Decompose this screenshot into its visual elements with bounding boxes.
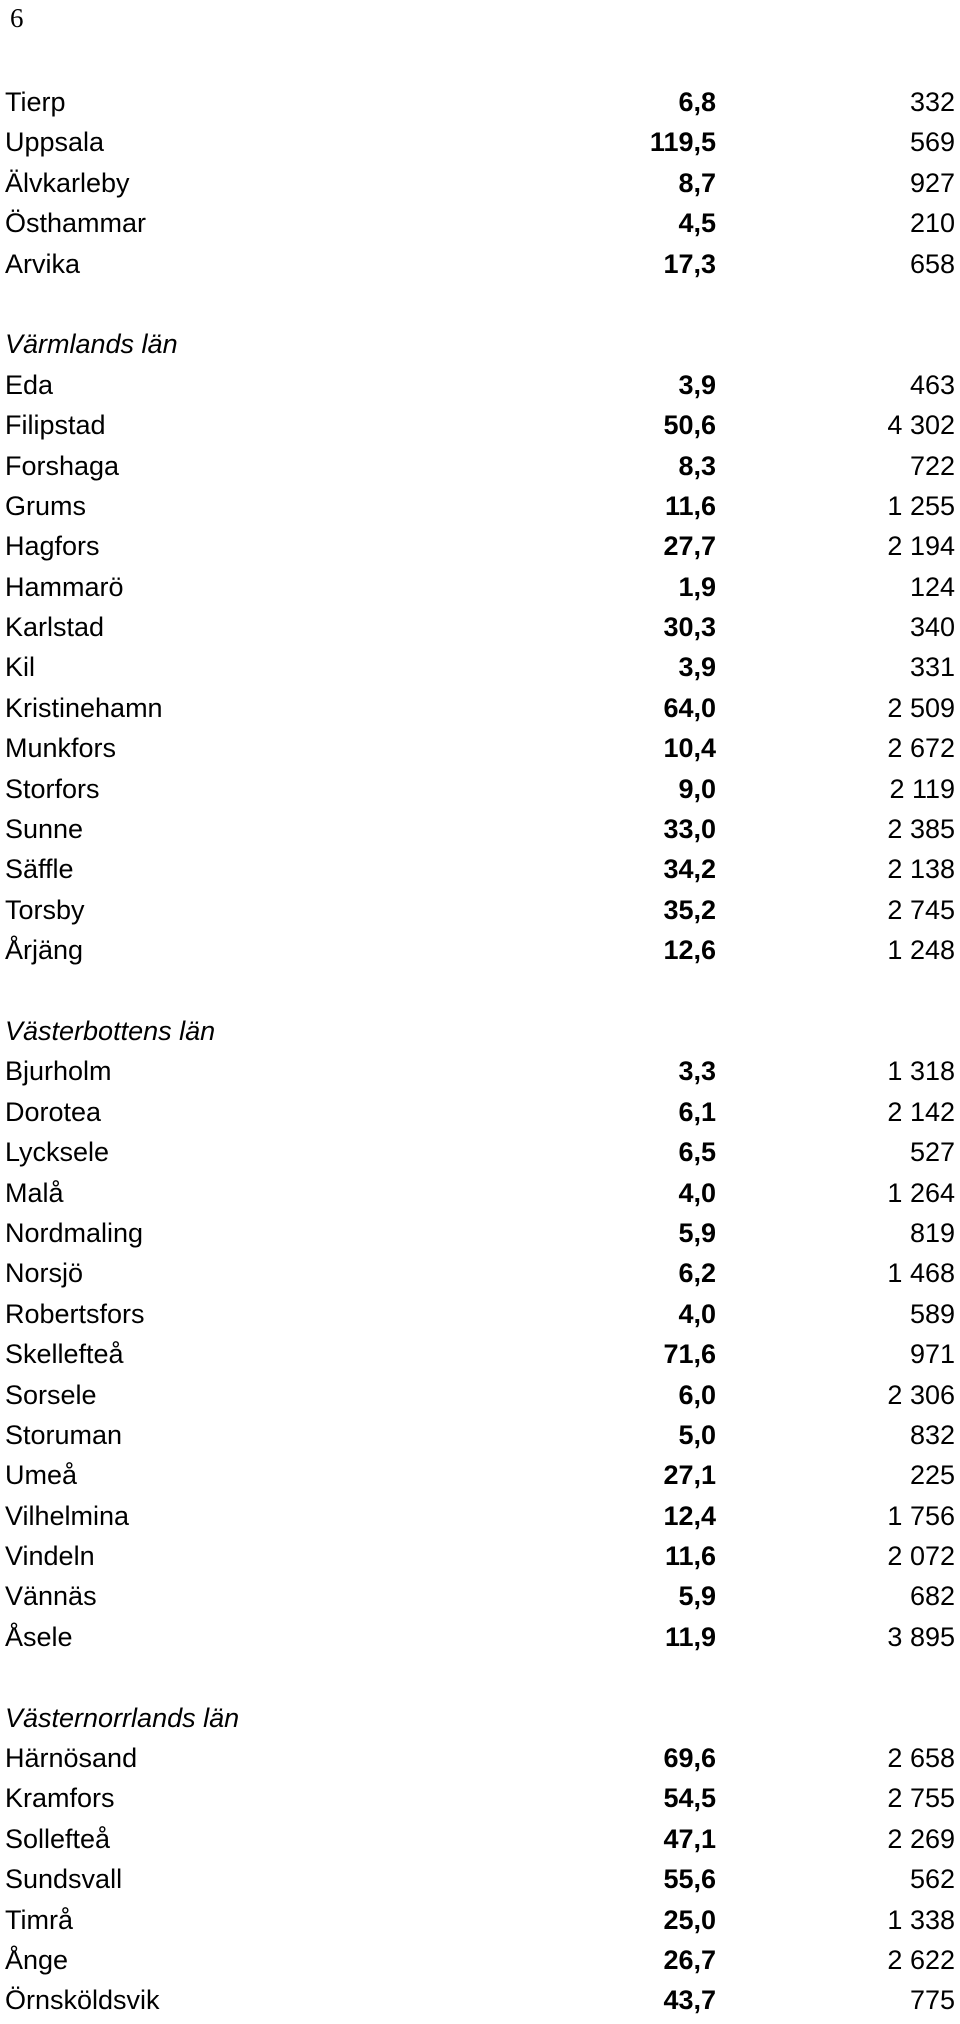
value-secondary: 2 072 (887, 1541, 955, 1572)
value-secondary: 589 (909, 1298, 955, 1329)
value-bold: 26,7 (663, 1944, 716, 1975)
value-secondary: 1 338 (887, 1904, 955, 1935)
municipality-name: Åsele (5, 1621, 73, 1652)
municipality-name: Umeå (5, 1460, 78, 1491)
municipality-name: Sollefteå (5, 1823, 111, 1854)
value-secondary: 2 306 (887, 1379, 955, 1410)
table-row (0, 486, 960, 526)
municipality-name: Örnsköldsvik (5, 1985, 160, 2016)
value-bold: 12,4 (663, 1500, 716, 1531)
section-spacer (0, 284, 960, 324)
table-row (0, 1778, 960, 1818)
table-row (0, 163, 960, 203)
value-secondary: 1 756 (887, 1500, 955, 1531)
value-bold: 10,4 (663, 733, 716, 764)
table-row (0, 1940, 960, 1980)
table-row (0, 365, 960, 405)
value-bold: 6,1 (678, 1096, 716, 1127)
table-row (0, 1576, 960, 1616)
value-bold: 64,0 (663, 692, 716, 723)
value-bold: 43,7 (663, 1985, 716, 2016)
value-secondary: 1 248 (887, 935, 955, 966)
table-row (0, 203, 960, 243)
value-bold: 6,2 (678, 1258, 716, 1289)
value-bold: 8,3 (678, 450, 716, 481)
value-secondary: 3 895 (887, 1621, 955, 1652)
table-row (0, 1617, 960, 1657)
value-bold: 6,0 (678, 1379, 716, 1410)
table-row (0, 688, 960, 728)
value-bold: 50,6 (663, 410, 716, 441)
table-row (0, 446, 960, 486)
value-secondary: 927 (909, 167, 955, 198)
value-bold: 27,7 (663, 531, 716, 562)
municipality-name: Storfors (5, 773, 100, 804)
value-bold: 55,6 (663, 1864, 716, 1895)
table-row (0, 1253, 960, 1293)
table-row (0, 1092, 960, 1132)
municipality-name: Filipstad (5, 410, 106, 441)
municipality-name: Karlstad (5, 612, 105, 643)
municipality-name: Kristinehamn (5, 692, 163, 723)
value-bold: 34,2 (663, 854, 716, 885)
municipality-name: Dorotea (5, 1096, 102, 1127)
section-heading: Västerbottens län (5, 1015, 216, 1046)
municipality-name: Vännäs (5, 1581, 97, 1612)
value-bold: 69,6 (663, 1743, 716, 1774)
municipality-name: Kramfors (5, 1783, 115, 1814)
value-bold: 5,0 (678, 1419, 716, 1450)
value-secondary: 682 (909, 1581, 955, 1612)
table-row (0, 1132, 960, 1172)
value-bold: 11,6 (664, 1541, 716, 1572)
municipality-name: Timrå (5, 1904, 73, 1935)
table-row (0, 405, 960, 445)
value-bold: 8,7 (678, 167, 716, 198)
municipality-name: Sunne (5, 814, 84, 845)
table-row (0, 849, 960, 889)
municipality-name: Norsjö (5, 1258, 84, 1289)
value-bold: 30,3 (663, 612, 716, 643)
value-bold: 11,6 (664, 490, 716, 521)
section-heading-row (0, 324, 960, 364)
section-heading: Värmlands län (5, 329, 178, 360)
value-secondary: 2 658 (887, 1743, 955, 1774)
table-row (0, 1294, 960, 1334)
value-bold: 6,8 (678, 87, 716, 117)
value-bold: 9,0 (678, 773, 716, 804)
municipality-name: Lycksele (5, 1137, 110, 1168)
municipality-name: Hagfors (5, 531, 100, 562)
value-bold: 3,3 (678, 1056, 716, 1087)
value-secondary: 722 (909, 450, 955, 481)
value-bold: 17,3 (663, 248, 716, 279)
value-secondary: 569 (909, 127, 955, 158)
table-row (0, 607, 960, 647)
value-bold: 4,0 (678, 1177, 716, 1208)
municipality-name: Sundsvall (5, 1864, 123, 1895)
value-bold: 3,9 (678, 369, 716, 400)
municipality-name: Skellefteå (5, 1339, 124, 1370)
value-secondary: 332 (909, 87, 955, 117)
table-row (0, 1900, 960, 1940)
municipality-name: Bjurholm (5, 1056, 112, 1087)
municipality-name: Arvika (5, 248, 81, 279)
value-secondary: 819 (909, 1217, 955, 1248)
value-secondary: 2 622 (887, 1944, 955, 1975)
table-row (0, 1819, 960, 1859)
value-bold: 35,2 (663, 894, 716, 925)
value-secondary: 2 138 (887, 854, 955, 885)
value-bold: 3,9 (678, 652, 716, 683)
municipality-name: Uppsala (5, 127, 105, 158)
value-bold: 5,9 (678, 1217, 716, 1248)
table-row (0, 728, 960, 768)
section-heading-row (0, 1698, 960, 1738)
value-secondary: 210 (909, 208, 955, 239)
value-secondary: 1 264 (887, 1177, 955, 1208)
table-row (0, 526, 960, 566)
municipality-name: Munkfors (5, 733, 117, 764)
table-row (0, 1415, 960, 1455)
municipality-name: Nordmaling (5, 1217, 144, 1248)
value-secondary: 527 (909, 1137, 955, 1168)
value-secondary: 340 (909, 612, 955, 643)
table-row (0, 122, 960, 162)
table-row (0, 244, 960, 284)
municipality-name: Malå (5, 1177, 64, 1208)
table-row (0, 1859, 960, 1899)
value-secondary: 4 302 (887, 410, 955, 441)
value-bold: 4,0 (678, 1298, 716, 1329)
municipality-name: Sorsele (5, 1379, 97, 1410)
value-secondary: 2 385 (887, 814, 955, 845)
table-row (0, 1738, 960, 1778)
table-row (0, 1213, 960, 1253)
value-secondary: 463 (909, 369, 955, 400)
table-row (0, 890, 960, 930)
value-secondary: 124 (909, 571, 955, 602)
section-heading-row (0, 1011, 960, 1051)
value-secondary: 658 (909, 248, 955, 279)
value-secondary: 562 (909, 1864, 955, 1895)
municipality-name: Kil (5, 652, 36, 683)
value-bold: 119,5 (649, 127, 716, 158)
table-row (0, 1455, 960, 1495)
municipality-name: Vindeln (5, 1541, 95, 1572)
value-secondary: 1 318 (887, 1056, 955, 1087)
municipality-name: Härnösand (5, 1743, 138, 1774)
value-bold: 33,0 (663, 814, 716, 845)
municipality-name: Torsby (5, 894, 85, 925)
value-bold: 71,6 (663, 1339, 716, 1370)
section-spacer (0, 971, 960, 1011)
table-row (0, 1496, 960, 1536)
value-secondary: 2 672 (887, 733, 955, 764)
value-secondary: 2 755 (887, 1783, 955, 1814)
table-row (0, 1334, 960, 1374)
table-row (0, 1536, 960, 1576)
municipality-name: Älvkarleby (5, 167, 130, 198)
municipality-name: Säffle (5, 854, 74, 885)
municipality-name: Vilhelmina (5, 1500, 130, 1531)
value-bold: 6,5 (678, 1137, 716, 1168)
table-row (0, 930, 960, 970)
value-bold: 11,9 (664, 1621, 716, 1652)
value-secondary: 2 142 (887, 1096, 955, 1127)
municipality-name: Ånge (5, 1944, 69, 1975)
value-secondary: 2 119 (889, 773, 955, 804)
value-bold: 1,9 (678, 571, 716, 602)
municipality-name: Tierp (5, 87, 66, 117)
value-bold: 5,9 (678, 1581, 716, 1612)
value-secondary: 225 (909, 1460, 955, 1491)
value-secondary: 971 (909, 1339, 955, 1370)
value-bold: 27,1 (663, 1460, 716, 1491)
value-secondary: 331 (909, 652, 955, 683)
value-secondary: 1 468 (887, 1258, 955, 1289)
table-row (0, 82, 960, 122)
value-secondary: 832 (909, 1419, 955, 1450)
value-bold: 4,5 (678, 208, 716, 239)
page-number: 6 (10, 3, 24, 33)
value-bold: 47,1 (663, 1823, 716, 1854)
table-row (0, 647, 960, 687)
section-heading: Västernorrlands län (5, 1702, 240, 1733)
value-secondary: 2 194 (887, 531, 955, 562)
table-row (0, 1980, 960, 2020)
value-secondary: 2 269 (887, 1823, 955, 1854)
municipality-name: Forshaga (5, 450, 120, 481)
municipality-name: Hammarö (5, 571, 124, 602)
municipality-name: Årjäng (5, 935, 84, 966)
municipality-name: Robertsfors (5, 1298, 145, 1329)
data-table (0, 82, 960, 2021)
value-bold: 25,0 (663, 1904, 716, 1935)
table-row (0, 1173, 960, 1213)
value-secondary: 775 (909, 1985, 955, 2016)
municipality-name: Grums (5, 490, 86, 521)
municipality-name: Storuman (5, 1419, 123, 1450)
municipality-name: Östhammar (5, 208, 147, 239)
municipality-name: Eda (5, 369, 54, 400)
value-secondary: 2 509 (887, 692, 955, 723)
value-secondary: 2 745 (887, 894, 955, 925)
value-bold: 12,6 (663, 935, 716, 966)
value-bold: 54,5 (663, 1783, 716, 1814)
value-secondary: 1 255 (887, 490, 955, 521)
table-row (0, 567, 960, 607)
table-row (0, 1051, 960, 1091)
section-spacer (0, 1657, 960, 1697)
table-row (0, 809, 960, 849)
table-row (0, 1375, 960, 1415)
table-row (0, 769, 960, 809)
